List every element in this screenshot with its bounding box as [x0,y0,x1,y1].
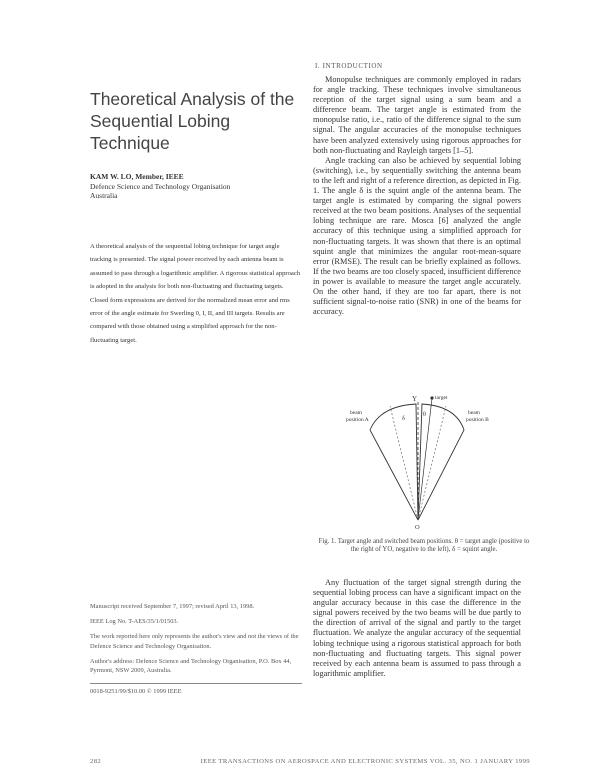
author-name: KAM W. LO, Member, IEEE [90,172,184,181]
manuscript-note: Manuscript received September 7, 1997; revised April 13, 1998. [90,603,255,610]
page-number: 282 [90,758,102,765]
target-marker [430,396,433,399]
figure-caption: Fig. 1. Target angle and switched beam positions. θ = target angle (positive to the right of YO, negative to the left), δ = squint angle. [318,538,530,554]
body-paragraph: Any fluctuation of the target signal strength during the sequential lobing process can have a significant impact on the angular accuracy because in this case the difference in the signal powers received by the two beams will be due partly to the direction of arrival of the signal and partly to the target fluctuation. We analyze the angular accuracy of the sequential lobing technique using a rigorous statistical approach for both non-fluctuating and fluctuating targets. This signal power received by each antenna beam is assumed to pass through a logarithmic amplifier. [313,578,521,678]
beam-a-label: beam [350,410,362,416]
target-label: target [435,395,448,401]
disclaimer-note: The work reported here only represents the author's view and not the views of the Defence Science and Technology Organisation. [90,633,299,650]
figure-1-diagram [340,392,500,532]
intro-paragraph-1: Monopulse techniques are commonly employed in radars for angle tracking. These techniques involve simultaneous reception of the target signal using a sum beam and a difference beam. The target angle is estimated from the monopulse ratio, i.e., ratio of the difference signal to the sum signal. The angular accuracies of the monopulse techniques have been analyzed extensively using rigorous approaches for both non-fluctuating and Rayleigh targets [1–5]. [313,75,521,155]
delta-label: δ [402,416,405,422]
y-axis-label: Y [412,395,418,403]
beam-b-axis [418,406,446,520]
author-country: Australia [90,191,118,200]
abstract: A theoretical analysis of the sequential lobing technique for target angle tracking is presented. The signal power received by each antenna beam is assumed to pass through a logarithmic amplifier. A rigorous statistical approach is adopted in the analysis for both non-fluctuating and fluctuating targets. Closed form expressions are derived for the normalized mean error and rms error of the angle estimate for Swerling 0, I, II, and III targets. Results are compared with those obtained using a simplified approach for the non-fluctuating target. [90,243,301,344]
position-a-label: position A [346,417,369,423]
beam-b-label: beam [468,410,480,416]
issn-line: 0018-9251/99/$10.00 © 1999 IEEE [90,683,302,695]
author-block [90,172,305,201]
origin-label: O [415,524,420,531]
body-text [313,578,521,679]
address-note: Author's address: Defence Science and Technology Organisation, P.O. Box 44, Pyrmont, NSW 2009, Australia. [90,657,292,675]
beam-a-axis [390,406,418,520]
position-b-label: position B [466,417,489,423]
paper-title: Theoretical Analysis of the Sequential Lobing Technique [90,89,295,153]
intro-paragraph-2: Angle tracking can also be achieved by sequential lobing (switching), i.e., by sequentially switching the antenna beam to the left and right of a reference direction, as depicted in Fig. 1. The angle δ is the squint angle of the antenna beam. The target angle is estimated by comparing the signal powers received at the two beam positions. Analyses of the sequential lobing technique are rare. Mosca [6] analyzed the angle accuracy of this technique using a simplified approach for non-fluctuating targets. It was shown that there is an optimal squint angle that minimizes the angular root-mean-square error (RMSE). The result can be briefly explained as follows. If the two beams are too closely spaced, insufficient difference in power is available to measure the target angle accurately. On the other hand, if they are too far apart, there is not sufficient signal-to-noise ratio (SNR) in one of the beams for accuracy. [313,155,521,317]
intro-text [313,75,521,317]
author-affiliation: Defence Science and Technology Organisation [90,181,231,191]
section-heading: I. INTRODUCTION [315,62,383,70]
theta-label: θ [423,412,426,418]
footnotes [90,602,302,681]
journal-line: IEEE TRANSACTIONS ON AEROSPACE AND ELECTRONIC SYSTEMS VOL. 35, NO. 1 JANUARY 1999 [200,758,530,765]
ieee-log-note: IEEE Log No. T-AES/35/1/01503. [90,618,179,626]
